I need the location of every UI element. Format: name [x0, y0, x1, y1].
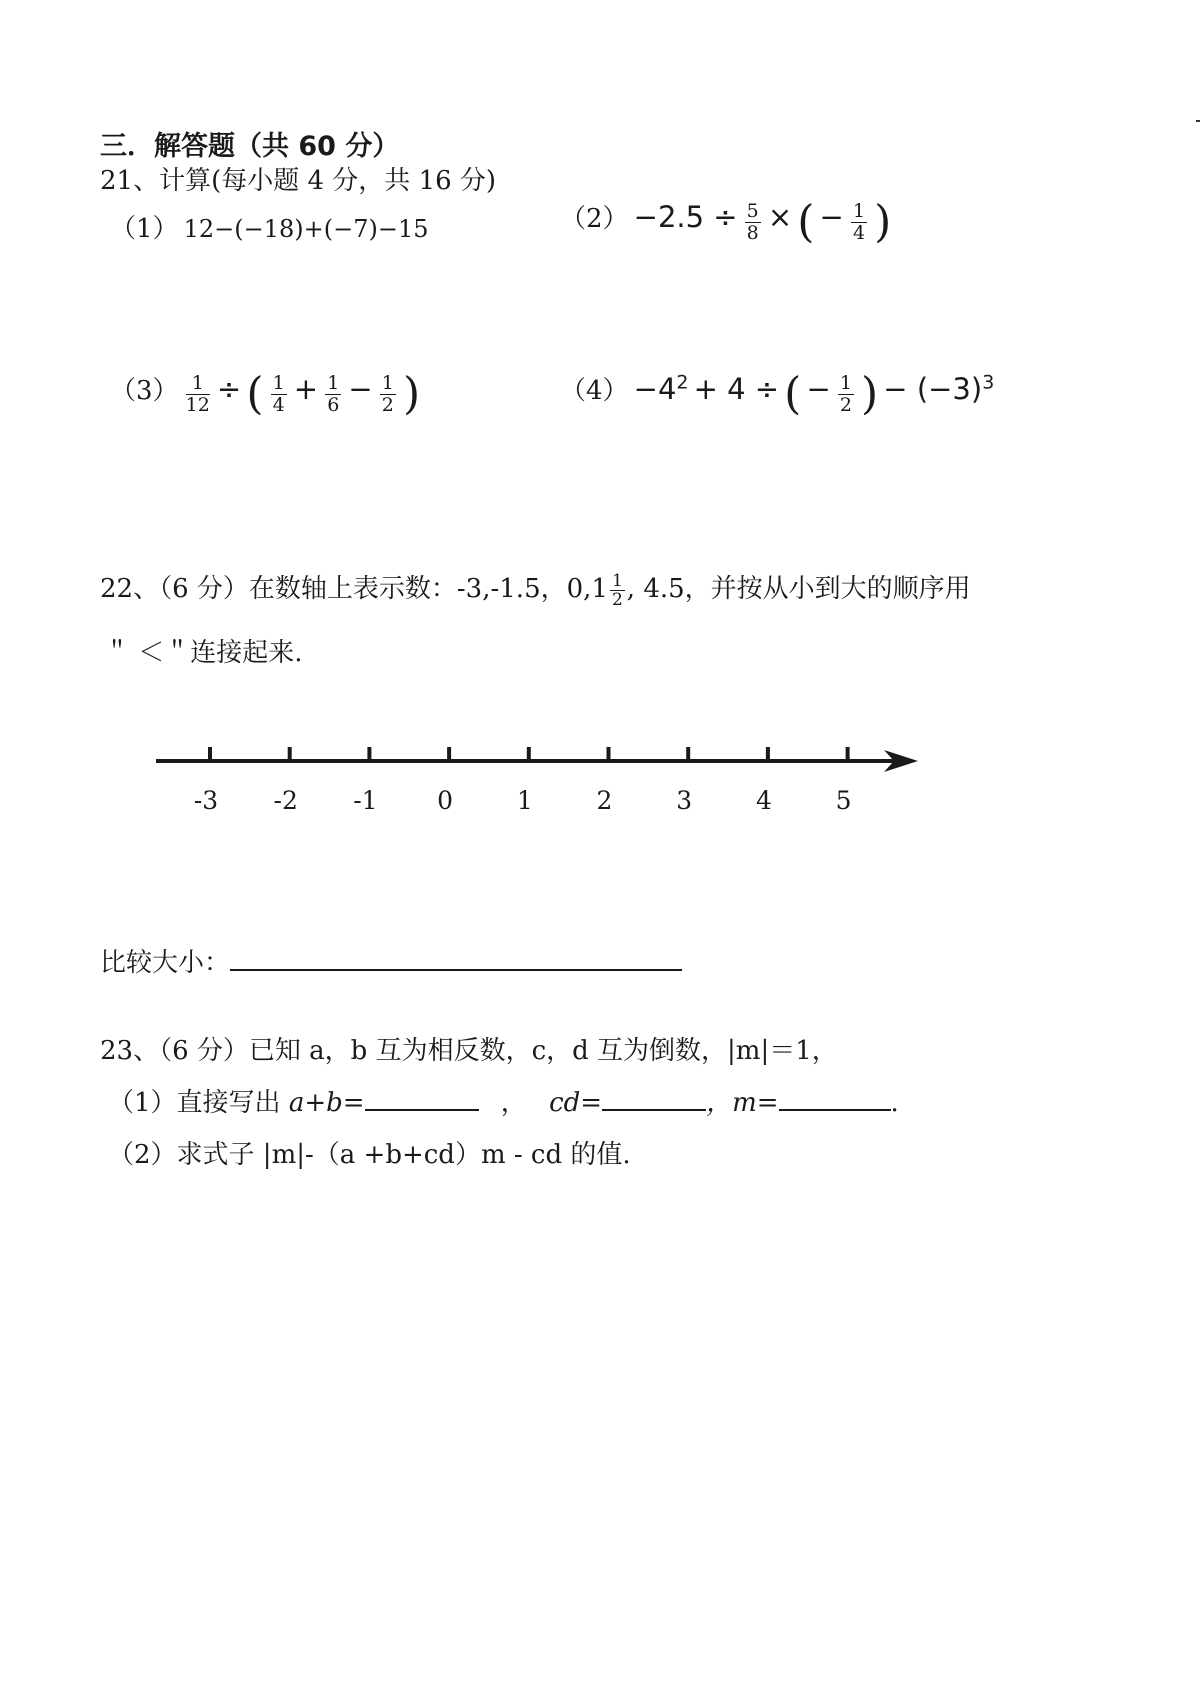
q21-p2-frac2: $\frac{1}{4}$: [852, 200, 866, 244]
q21-p4-c: − $(-3)^3$: [883, 371, 995, 406]
q23-p1-cd: cd=: [549, 1088, 603, 1118]
q21-part3: [110, 368, 421, 420]
q21-p3-label: （3）: [110, 376, 179, 406]
number-line: [0, 730, 1200, 790]
q21-p4-frac: $\frac{1}{2}$: [839, 372, 852, 416]
q21-p4-a: $-4^2$: [633, 371, 689, 406]
q21-header: 21、计算(每小题 4 分，共 16 分): [100, 166, 497, 196]
number-line-tick-label: 5: [835, 786, 852, 815]
q21-p2-a: −2.5 ÷: [633, 200, 738, 234]
q22-line1-post: , 4.5，并按从小到大的顺序用: [626, 574, 971, 604]
number-line-tick-label: 2: [596, 786, 613, 815]
cd-answer-blank[interactable]: [602, 1109, 706, 1111]
q21-p4-rpar: ): [861, 368, 879, 420]
q21-p3-rpar: ): [402, 368, 421, 420]
number-line-tick-label: 1: [516, 786, 533, 815]
q21-part2: [560, 196, 892, 248]
q21-p3-minus: −: [348, 372, 373, 406]
q21-p4-b: + 4 ÷: [693, 372, 780, 406]
number-line-tick-label: 0: [437, 786, 454, 815]
q22-line1-pre: 22、（6 分）在数轴上表示数：-3,-1.5，0,1: [100, 574, 608, 604]
number-line-ticks: [210, 747, 848, 761]
q21-p4-label: （4）: [560, 376, 629, 406]
q23-p1-label: （1）直接写出: [108, 1088, 281, 1118]
q21-p3-div: ÷: [216, 372, 242, 406]
q21-p2-lpar: (: [797, 196, 815, 248]
q21-part4: [560, 368, 995, 420]
q21-p2-times: ×: [767, 200, 793, 234]
q23-p1-m: ，m=: [706, 1088, 779, 1118]
q21-p3-lpar: (: [246, 368, 264, 420]
q21-p4-minus: −: [806, 372, 831, 406]
q21-p2-rpar: ): [874, 196, 892, 248]
q22-line1: [100, 568, 971, 609]
section-title: 三．解答题（共 60 分）: [100, 131, 400, 162]
number-line-tick-label: 4: [755, 786, 772, 815]
q21-p1-expr: 12−(−18)+(−7)−15: [183, 215, 429, 243]
q21-p4-lpar: (: [784, 368, 802, 420]
q23-part1: [108, 1082, 899, 1119]
number-line-tick-label: -1: [353, 786, 378, 815]
q21-p1-label: （1）: [110, 214, 179, 244]
q22-line2: ＂ ＜＂连接起来.: [104, 638, 303, 668]
q23-header: 23、（6 分）已知 a，b 互为相反数，c，d 互为倒数，|m|＝1，: [100, 1036, 838, 1066]
number-line-tick-label: 3: [676, 786, 693, 815]
number-line-tick-label: -2: [273, 786, 298, 815]
ab-answer-blank[interactable]: [365, 1109, 479, 1111]
q22-mixed-frac: $\frac{1}{2}$: [611, 570, 623, 610]
q21-p2-label: （2）: [560, 204, 629, 234]
q21-p3-frac3: $\frac{1}{6}$: [327, 372, 340, 416]
q21-part1: [110, 208, 429, 245]
q21-p3-frac1: $\frac{1}{12}$: [185, 372, 210, 416]
number-line-tick-label: -3: [193, 786, 219, 815]
q23-p1-end: .: [890, 1088, 899, 1118]
q23-part2: （2）求式子 |m|-（a +b+cd）m - cd 的值.: [108, 1140, 631, 1170]
compare-label: 比较大小：: [100, 948, 231, 978]
page-corner-mark: [1196, 120, 1200, 132]
q21-p3-plus: +: [293, 372, 319, 406]
compare-row: [100, 942, 682, 979]
q23-p1-ab: a+b=: [288, 1088, 365, 1118]
q21-p2-frac1: $\frac{5}{8}$: [746, 200, 759, 244]
q21-p3-frac2: $\frac{1}{4}$: [272, 372, 285, 416]
q23-p1-comma: ，: [500, 1088, 527, 1118]
q21-p3-frac4: $\frac{1}{2}$: [381, 372, 394, 416]
m-answer-blank[interactable]: [779, 1109, 891, 1111]
q21-p2-minus: −: [819, 200, 844, 234]
compare-answer-blank[interactable]: [230, 969, 682, 971]
